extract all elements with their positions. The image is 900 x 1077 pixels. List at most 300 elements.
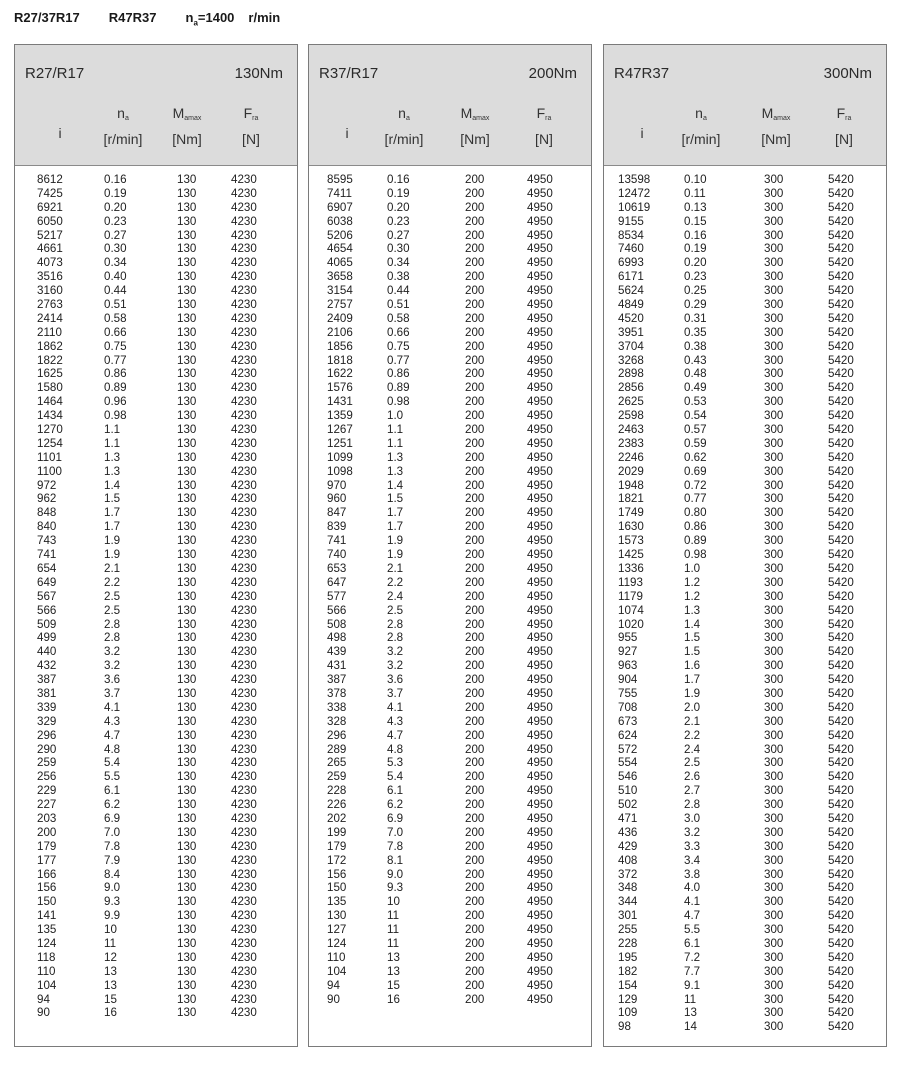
cell-radial-load: 4230: [231, 575, 257, 589]
cell-max-torque: 200: [465, 839, 485, 853]
cell-max-torque: 200: [465, 561, 485, 575]
cell-radial-load: 5420: [828, 756, 854, 770]
table-row: [15, 937, 297, 951]
cell-output-speed: 0.49: [684, 381, 707, 395]
table-row: [309, 256, 591, 270]
cell-radial-load: 4950: [527, 950, 553, 964]
cell-max-torque: 200: [465, 450, 485, 464]
table-row: [15, 381, 297, 395]
cell-max-torque: 130: [177, 548, 197, 562]
table-row: [15, 395, 297, 409]
cell-max-torque: 130: [177, 950, 197, 964]
cell-output-speed: 4.3: [387, 714, 404, 728]
cell-max-torque: 300: [764, 923, 784, 937]
cell-max-torque: 300: [764, 700, 784, 714]
cell-ratio: 960: [327, 492, 347, 506]
cell-max-torque: 300: [764, 895, 784, 909]
panel-model-name: R27/R17: [25, 65, 85, 82]
table-row: [604, 756, 886, 770]
table-row: [604, 229, 886, 243]
cell-radial-load: 4950: [527, 186, 553, 200]
table-row: [15, 562, 297, 576]
cell-radial-load: 4950: [527, 311, 553, 325]
table-row: [15, 590, 297, 604]
cell-max-torque: 300: [764, 798, 784, 812]
cell-max-torque: 200: [465, 673, 485, 687]
cell-ratio: 104: [37, 978, 57, 992]
cell-output-speed: 5.3: [387, 756, 404, 770]
cell-max-torque: 130: [177, 839, 197, 853]
table-row: [309, 729, 591, 743]
col-header-output-speed: $n_a$ [r/min]: [384, 105, 424, 147]
cell-max-torque: 200: [465, 936, 485, 950]
panel-max-torque: 200Nm: [528, 65, 577, 82]
cell-ratio: 955: [618, 631, 638, 645]
cell-radial-load: 4230: [231, 478, 257, 492]
cell-ratio: 329: [37, 714, 57, 728]
table-row: [309, 965, 591, 979]
table-row: [604, 590, 886, 604]
table-row: [309, 631, 591, 645]
cell-ratio: 847: [327, 506, 347, 520]
cell-ratio: 3160: [37, 284, 63, 298]
cell-radial-load: 5420: [828, 784, 854, 798]
cell-ratio: 2110: [37, 325, 62, 339]
cell-ratio: 6907: [327, 200, 353, 214]
table-row: [604, 173, 886, 187]
cell-radial-load: 5420: [828, 478, 854, 492]
table-row: [15, 701, 297, 715]
cell-max-torque: 200: [465, 631, 485, 645]
table-row: [15, 826, 297, 840]
cell-ratio: 118: [37, 950, 56, 964]
cell-output-speed: 0.57: [684, 423, 707, 437]
cell-radial-load: 4230: [231, 659, 257, 673]
cell-radial-load: 4230: [231, 728, 257, 742]
cell-radial-load: 4230: [231, 631, 257, 645]
cell-radial-load: 4230: [231, 895, 257, 909]
table-row: [15, 367, 297, 381]
cell-radial-load: 4230: [231, 381, 257, 395]
table-row: [604, 770, 886, 784]
table-row: [15, 298, 297, 312]
cell-ratio: 226: [327, 798, 347, 812]
cell-output-speed: 0.34: [387, 256, 410, 270]
cell-ratio: 338: [327, 700, 347, 714]
cell-output-speed: 11: [387, 923, 400, 937]
cell-radial-load: 4950: [527, 325, 553, 339]
cell-output-speed: 2.4: [387, 589, 404, 603]
cell-max-torque: 200: [465, 784, 485, 798]
cell-output-speed: 12: [104, 950, 117, 964]
cell-output-speed: 7.9: [104, 853, 121, 867]
cell-max-torque: 200: [465, 867, 485, 881]
table-row: [15, 854, 297, 868]
cell-radial-load: 4230: [231, 978, 257, 992]
cell-radial-load: 4950: [527, 978, 553, 992]
cell-max-torque: 300: [764, 770, 784, 784]
cell-output-speed: 5.5: [684, 923, 701, 937]
cell-output-speed: 0.25: [684, 284, 707, 298]
cell-output-speed: 0.10: [684, 173, 707, 186]
cell-output-speed: 4.1: [104, 700, 121, 714]
cell-radial-load: 4230: [231, 936, 257, 950]
cell-max-torque: 300: [764, 784, 784, 798]
cell-radial-load: 4230: [231, 548, 257, 562]
table-row: [309, 437, 591, 451]
cell-ratio: 1948: [618, 478, 644, 492]
cell-max-torque: 300: [764, 228, 784, 242]
cell-output-speed: 0.98: [104, 409, 127, 423]
cell-radial-load: 4230: [231, 923, 257, 937]
cell-ratio: 3154: [327, 284, 353, 298]
cell-ratio: 1425: [618, 548, 644, 562]
cell-output-speed: 6.2: [104, 798, 121, 812]
cell-radial-load: 4950: [527, 464, 553, 478]
cell-ratio: 3516: [37, 270, 63, 284]
cell-max-torque: 130: [177, 534, 197, 548]
cell-radial-load: 4230: [231, 464, 257, 478]
table-row: [309, 451, 591, 465]
cell-output-speed: 2.1: [104, 561, 121, 575]
table-row: [15, 770, 297, 784]
cell-max-torque: 130: [177, 242, 197, 256]
cell-radial-load: 5420: [828, 895, 854, 909]
cell-max-torque: 130: [177, 1006, 197, 1020]
cell-output-speed: 0.58: [104, 311, 127, 325]
table-row: [309, 951, 591, 965]
cell-output-speed: 0.27: [387, 228, 410, 242]
cell-max-torque: 300: [764, 520, 784, 534]
cell-ratio: 1431: [327, 395, 353, 409]
cell-output-speed: 0.96: [104, 395, 127, 409]
cell-radial-load: 5420: [828, 811, 854, 825]
cell-ratio: 348: [618, 881, 638, 895]
cell-output-speed: 2.8: [387, 617, 404, 631]
col-header-torque: $M_{amax}$ [Nm]: [172, 105, 202, 147]
cell-ratio: 94: [327, 978, 340, 992]
table-row: [309, 173, 591, 187]
cell-max-torque: 300: [764, 853, 784, 867]
cell-ratio: 432: [37, 659, 57, 673]
cell-output-speed: 9.0: [104, 881, 121, 895]
cell-output-speed: 9.3: [387, 881, 404, 895]
cell-max-torque: 200: [465, 173, 485, 186]
cell-max-torque: 300: [764, 284, 784, 298]
cell-radial-load: 4950: [527, 450, 553, 464]
table-row: [604, 409, 886, 423]
cell-radial-load: 5420: [828, 284, 854, 298]
cell-output-speed: 7.7: [684, 964, 701, 978]
table-row: [15, 326, 297, 340]
table-row: [604, 868, 886, 882]
cell-output-speed: 4.7: [684, 909, 701, 923]
table-row: [309, 409, 591, 423]
cell-output-speed: 0.30: [104, 242, 127, 256]
cell-radial-load: 5420: [828, 798, 854, 812]
cell-max-torque: 300: [764, 686, 784, 700]
cell-radial-load: 4950: [527, 534, 553, 548]
cell-max-torque: 200: [465, 617, 485, 631]
table-row: [15, 909, 297, 923]
cell-max-torque: 130: [177, 589, 197, 603]
cell-output-speed: 6.1: [684, 936, 701, 950]
cell-ratio: 124: [37, 936, 57, 950]
cell-radial-load: 5420: [828, 964, 854, 978]
table-row: [309, 881, 591, 895]
cell-ratio: 150: [327, 881, 347, 895]
cell-radial-load: 5420: [828, 978, 854, 992]
table-row: [309, 715, 591, 729]
table-row: [604, 562, 886, 576]
table-row: [604, 798, 886, 812]
cell-output-speed: 1.3: [387, 450, 404, 464]
table-row: [604, 826, 886, 840]
cell-ratio: 7411: [327, 186, 352, 200]
cell-radial-load: 5420: [828, 186, 854, 200]
table-row: [309, 576, 591, 590]
cell-radial-load: 5420: [828, 436, 854, 450]
cell-ratio: 508: [327, 617, 347, 631]
table-row: [309, 784, 591, 798]
table-row: [309, 479, 591, 493]
table-row: [309, 520, 591, 534]
cell-max-torque: 300: [764, 409, 784, 423]
cell-ratio: 510: [618, 784, 638, 798]
cell-output-speed: 1.4: [104, 478, 121, 492]
cell-ratio: 6993: [618, 256, 644, 270]
cell-output-speed: 11: [387, 909, 400, 923]
cell-max-torque: 300: [764, 1020, 784, 1034]
table-row: [15, 715, 297, 729]
table-row: [309, 340, 591, 354]
cell-ratio: 378: [327, 686, 347, 700]
cell-output-speed: 0.89: [684, 534, 707, 548]
table-row: [309, 284, 591, 298]
cell-output-speed: 5.4: [387, 770, 404, 784]
cell-max-torque: 300: [764, 242, 784, 256]
cell-max-torque: 130: [177, 784, 197, 798]
cell-max-torque: 200: [465, 492, 485, 506]
cell-ratio: 90: [37, 1006, 50, 1020]
cell-output-speed: 3.7: [387, 686, 404, 700]
cell-output-speed: 3.2: [104, 659, 121, 673]
cell-output-speed: 5.4: [104, 756, 121, 770]
cell-output-speed: 9.0: [387, 867, 404, 881]
cell-ratio: 150: [37, 895, 57, 909]
cell-ratio: 296: [327, 728, 347, 742]
cell-max-torque: 130: [177, 173, 197, 186]
cell-max-torque: 300: [764, 950, 784, 964]
table-row: [309, 381, 591, 395]
cell-radial-load: 4950: [527, 617, 553, 631]
cell-max-torque: 300: [764, 423, 784, 437]
cell-ratio: 1251: [327, 436, 353, 450]
cell-ratio: 6050: [37, 214, 63, 228]
cell-max-torque: 200: [465, 964, 485, 978]
cell-radial-load: 4230: [231, 450, 257, 464]
cell-output-speed: 13: [387, 950, 400, 964]
cell-ratio: 4661: [37, 242, 63, 256]
cell-ratio: 840: [37, 520, 57, 534]
cell-output-speed: 7.0: [104, 825, 121, 839]
cell-output-speed: 2.2: [684, 728, 701, 742]
cell-radial-load: 4950: [527, 881, 553, 895]
cell-radial-load: 4230: [231, 589, 257, 603]
cell-ratio: 228: [327, 784, 347, 798]
cell-ratio: 740: [327, 548, 347, 562]
table-row: [604, 659, 886, 673]
cell-max-torque: 200: [465, 436, 485, 450]
table-row: [15, 784, 297, 798]
cell-radial-load: 4950: [527, 728, 553, 742]
cell-radial-load: 5420: [828, 1006, 854, 1020]
cell-radial-load: 5420: [828, 520, 854, 534]
cell-radial-load: 4950: [527, 298, 553, 312]
cell-radial-load: 4230: [231, 520, 257, 534]
cell-output-speed: 0.75: [387, 339, 410, 353]
cell-max-torque: 300: [764, 839, 784, 853]
cell-max-torque: 130: [177, 631, 197, 645]
cell-output-speed: 0.75: [104, 339, 127, 353]
cell-output-speed: 0.15: [684, 214, 707, 228]
cell-ratio: 202: [327, 811, 347, 825]
cell-radial-load: 4950: [527, 742, 553, 756]
cell-max-torque: 200: [465, 714, 485, 728]
cell-ratio: 1179: [618, 589, 643, 603]
cell-radial-load: 4230: [231, 409, 257, 423]
cell-ratio: 3268: [618, 353, 644, 367]
cell-output-speed: 2.7: [684, 784, 701, 798]
cell-ratio: 647: [327, 575, 347, 589]
cell-ratio: 387: [327, 673, 347, 687]
cell-ratio: 1622: [327, 367, 353, 381]
cell-ratio: 741: [327, 534, 347, 548]
cell-radial-load: 5420: [828, 228, 854, 242]
table-body: [15, 173, 297, 1020]
cell-output-speed: 4.1: [387, 700, 404, 714]
table-row: [309, 826, 591, 840]
panel-max-torque: 300Nm: [823, 65, 872, 82]
cell-max-torque: 300: [764, 311, 784, 325]
cell-radial-load: 5420: [828, 506, 854, 520]
cell-max-torque: 300: [764, 1006, 784, 1020]
title-model-2: R47R37: [108, 10, 157, 25]
col-header-ratio: i: [345, 125, 349, 141]
cell-output-speed: 0.38: [684, 339, 707, 353]
table-row: [604, 479, 886, 493]
cell-radial-load: 4230: [231, 798, 257, 812]
cell-radial-load: 5420: [828, 534, 854, 548]
cell-output-speed: 1.5: [104, 492, 121, 506]
cell-output-speed: 2.6: [684, 770, 701, 784]
table-row: [604, 312, 886, 326]
cell-max-torque: 300: [764, 881, 784, 895]
cell-output-speed: 13: [104, 978, 117, 992]
cell-max-torque: 300: [764, 298, 784, 312]
table-row: [15, 548, 297, 562]
cell-ratio: 3951: [618, 325, 644, 339]
cell-radial-load: 5420: [828, 409, 854, 423]
table-row: [309, 423, 591, 437]
cell-output-speed: 5.5: [104, 770, 121, 784]
table-row: [309, 618, 591, 632]
cell-ratio: 1267: [327, 423, 353, 437]
cell-output-speed: 1.0: [387, 409, 404, 423]
cell-max-torque: 130: [177, 895, 197, 909]
cell-output-speed: 0.69: [684, 464, 707, 478]
cell-radial-load: 5420: [828, 367, 854, 381]
table-row: [15, 242, 297, 256]
cell-ratio: 328: [327, 714, 347, 728]
cell-max-torque: 200: [465, 895, 485, 909]
cell-max-torque: 200: [465, 589, 485, 603]
cell-ratio: 972: [37, 478, 57, 492]
col-header-radial-load: $F_{ra}$ [N]: [835, 105, 853, 147]
cell-output-speed: 6.2: [387, 798, 404, 812]
cell-radial-load: 4230: [231, 173, 257, 186]
cell-ratio: 5206: [327, 228, 353, 242]
cell-radial-load: 5420: [828, 617, 854, 631]
cell-ratio: 110: [327, 950, 346, 964]
cell-output-speed: 1.3: [104, 464, 121, 478]
cell-max-torque: 300: [764, 200, 784, 214]
cell-max-torque: 300: [764, 631, 784, 645]
table-row: [604, 215, 886, 229]
cell-ratio: 9155: [618, 214, 644, 228]
col-header-output-speed: $n_a$ [r/min]: [103, 105, 143, 147]
cell-max-torque: 130: [177, 575, 197, 589]
cell-ratio: 13598: [618, 173, 651, 186]
cell-max-torque: 200: [465, 311, 485, 325]
cell-output-speed: 0.35: [684, 325, 707, 339]
table-row: [15, 979, 297, 993]
cell-radial-load: 4950: [527, 561, 553, 575]
cell-output-speed: 0.23: [387, 214, 410, 228]
cell-output-speed: 0.11: [684, 186, 706, 200]
table-row: [604, 937, 886, 951]
cell-max-torque: 200: [465, 381, 485, 395]
cell-max-torque: 130: [177, 186, 197, 200]
cell-max-torque: 130: [177, 714, 197, 728]
cell-radial-load: 4950: [527, 839, 553, 853]
table-row: [604, 520, 886, 534]
cell-output-speed: 0.16: [104, 173, 127, 186]
cell-max-torque: 200: [465, 409, 485, 423]
cell-ratio: 296: [37, 728, 57, 742]
cell-output-speed: 3.6: [387, 673, 404, 687]
table-row: [15, 437, 297, 451]
cell-output-speed: 13: [684, 1006, 697, 1020]
cell-output-speed: 1.3: [104, 450, 121, 464]
cell-output-speed: 2.1: [684, 714, 701, 728]
cell-max-torque: 200: [465, 700, 485, 714]
table-row: [309, 242, 591, 256]
cell-radial-load: 4230: [231, 700, 257, 714]
cell-max-torque: 130: [177, 617, 197, 631]
cell-ratio: 255: [618, 923, 638, 937]
cell-max-torque: 130: [177, 936, 197, 950]
cell-ratio: 1749: [618, 506, 644, 520]
cell-output-speed: 0.86: [387, 367, 410, 381]
cell-output-speed: 13: [387, 964, 400, 978]
cell-output-speed: 2.0: [684, 700, 701, 714]
cell-max-torque: 300: [764, 867, 784, 881]
cell-output-speed: 7.0: [387, 825, 404, 839]
cell-radial-load: 4230: [231, 423, 257, 437]
table-row: [15, 743, 297, 757]
cell-ratio: 572: [618, 742, 638, 756]
